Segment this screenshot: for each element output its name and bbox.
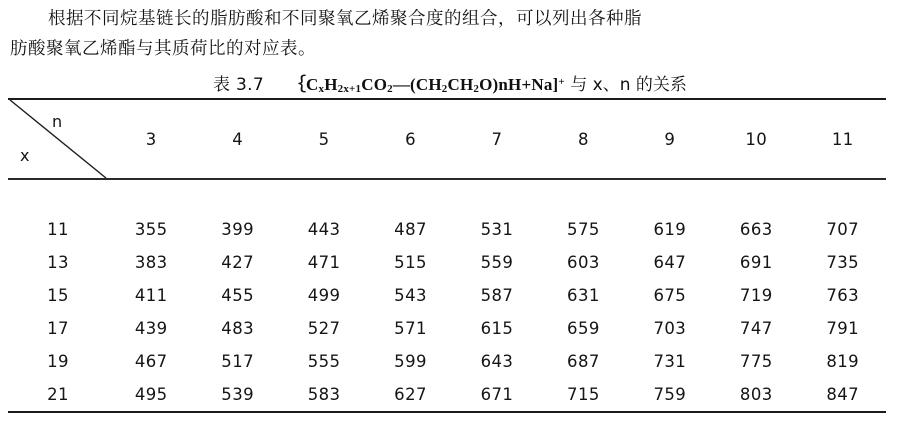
table-cell: 763	[826, 285, 860, 305]
column-header: 3	[145, 129, 157, 149]
column-header: 7	[491, 129, 503, 149]
table-cell: 619	[653, 219, 687, 239]
table-cell: 515	[394, 252, 427, 272]
table-cell: 439	[134, 318, 168, 338]
column-header: 4	[232, 129, 244, 149]
row-header: 21	[47, 384, 69, 404]
table-cell: 467	[134, 351, 168, 371]
row-header: 17	[47, 318, 69, 338]
table-cell: 687	[567, 351, 600, 371]
table-cell: 659	[567, 318, 600, 338]
table-row	[8, 312, 886, 345]
corner-diagonal	[8, 100, 108, 178]
table-cell: 643	[480, 351, 514, 371]
table-cell: 559	[480, 252, 514, 272]
table-cell: 707	[826, 219, 860, 239]
table-cell: 775	[739, 351, 773, 371]
column-header: 9	[664, 129, 676, 149]
table-row	[8, 279, 886, 312]
column-header: 5	[318, 129, 330, 149]
table-cell: 527	[307, 318, 341, 338]
body-paragraph	[0, 0, 900, 64]
table-cell: 791	[826, 318, 860, 338]
table-cell: 495	[134, 384, 168, 404]
table-cell: 691	[739, 252, 773, 272]
table-row	[8, 213, 886, 246]
table-cell: 399	[221, 219, 254, 239]
table-cell: 443	[307, 219, 341, 239]
table-cell: 803	[739, 384, 773, 404]
table-caption-number: 表 3.7	[213, 75, 264, 95]
table-cell: 627	[394, 384, 427, 404]
table-caption-formula: $\{C_xH_{2x+1}CO_2—(CH_2CH_2O)nH+Na]^+$	[288, 75, 565, 95]
table-cell: 571	[394, 318, 427, 338]
table-cell: 703	[653, 318, 687, 338]
table-cell: 747	[739, 318, 773, 338]
column-header: 11	[831, 129, 854, 149]
paragraph-line-2: 肪酸聚氧乙烯酯与其质荷比的对应表。	[10, 39, 316, 59]
table-cell: 675	[653, 285, 687, 305]
table-cell: 531	[480, 219, 514, 239]
row-header: 15	[47, 285, 69, 305]
table-bottom-rule	[8, 411, 886, 413]
table-cell: 517	[221, 351, 254, 371]
table-cell: 631	[567, 285, 600, 305]
paragraph-line-1: 根据不同烷基链长的脂肪酸和不同聚氧乙烯聚合度的组合，可以列出各种脂	[48, 9, 642, 29]
table-caption-tail: 与 x、n 的关系	[570, 75, 687, 95]
row-header: 11	[47, 219, 69, 239]
table-cell: 599	[394, 351, 427, 371]
table-cell: 471	[307, 252, 341, 272]
table-cell: 427	[221, 252, 254, 272]
table-cell: 663	[739, 219, 773, 239]
table-cell: 499	[307, 285, 341, 305]
data-table-wrapper	[8, 98, 886, 413]
table-header-row	[8, 100, 886, 178]
table-cell: 719	[739, 285, 773, 305]
table-cell: 759	[653, 384, 687, 404]
table-cell: 847	[826, 384, 860, 404]
table-row	[8, 378, 886, 411]
table-cell: 819	[826, 351, 860, 371]
table-cell: 483	[221, 318, 254, 338]
corner-label-x: x	[20, 146, 30, 165]
table-cell: 355	[134, 219, 168, 239]
column-header: 10	[745, 129, 768, 149]
table-row	[8, 246, 886, 279]
table-cell: 735	[826, 252, 860, 272]
table-cell: 383	[134, 252, 168, 272]
column-header: 8	[577, 129, 589, 149]
table-cell: 555	[307, 351, 341, 371]
data-table	[8, 100, 886, 178]
corner-header-cell	[8, 100, 108, 178]
table-cell: 731	[653, 351, 687, 371]
table-cell: 671	[480, 384, 514, 404]
row-header: 13	[47, 252, 69, 272]
table-cell: 587	[480, 285, 514, 305]
corner-label-n: n	[52, 112, 63, 131]
table-cell: 575	[567, 219, 600, 239]
table-cell: 487	[394, 219, 427, 239]
table-cell: 543	[394, 285, 427, 305]
column-header: 6	[405, 129, 416, 149]
table-cell: 603	[567, 252, 600, 272]
table-cell: 615	[480, 318, 514, 338]
table-cell: 539	[221, 384, 254, 404]
table-row	[8, 345, 886, 378]
table-cell: 715	[567, 384, 600, 404]
row-header: 19	[47, 351, 69, 371]
table-cell: 411	[134, 285, 168, 305]
table-caption	[0, 70, 900, 95]
table-cell: 455	[221, 285, 254, 305]
table-cell: 647	[653, 252, 687, 272]
table-cell: 583	[307, 384, 341, 404]
data-table-body	[8, 180, 886, 411]
table-spacer-row	[8, 180, 886, 213]
